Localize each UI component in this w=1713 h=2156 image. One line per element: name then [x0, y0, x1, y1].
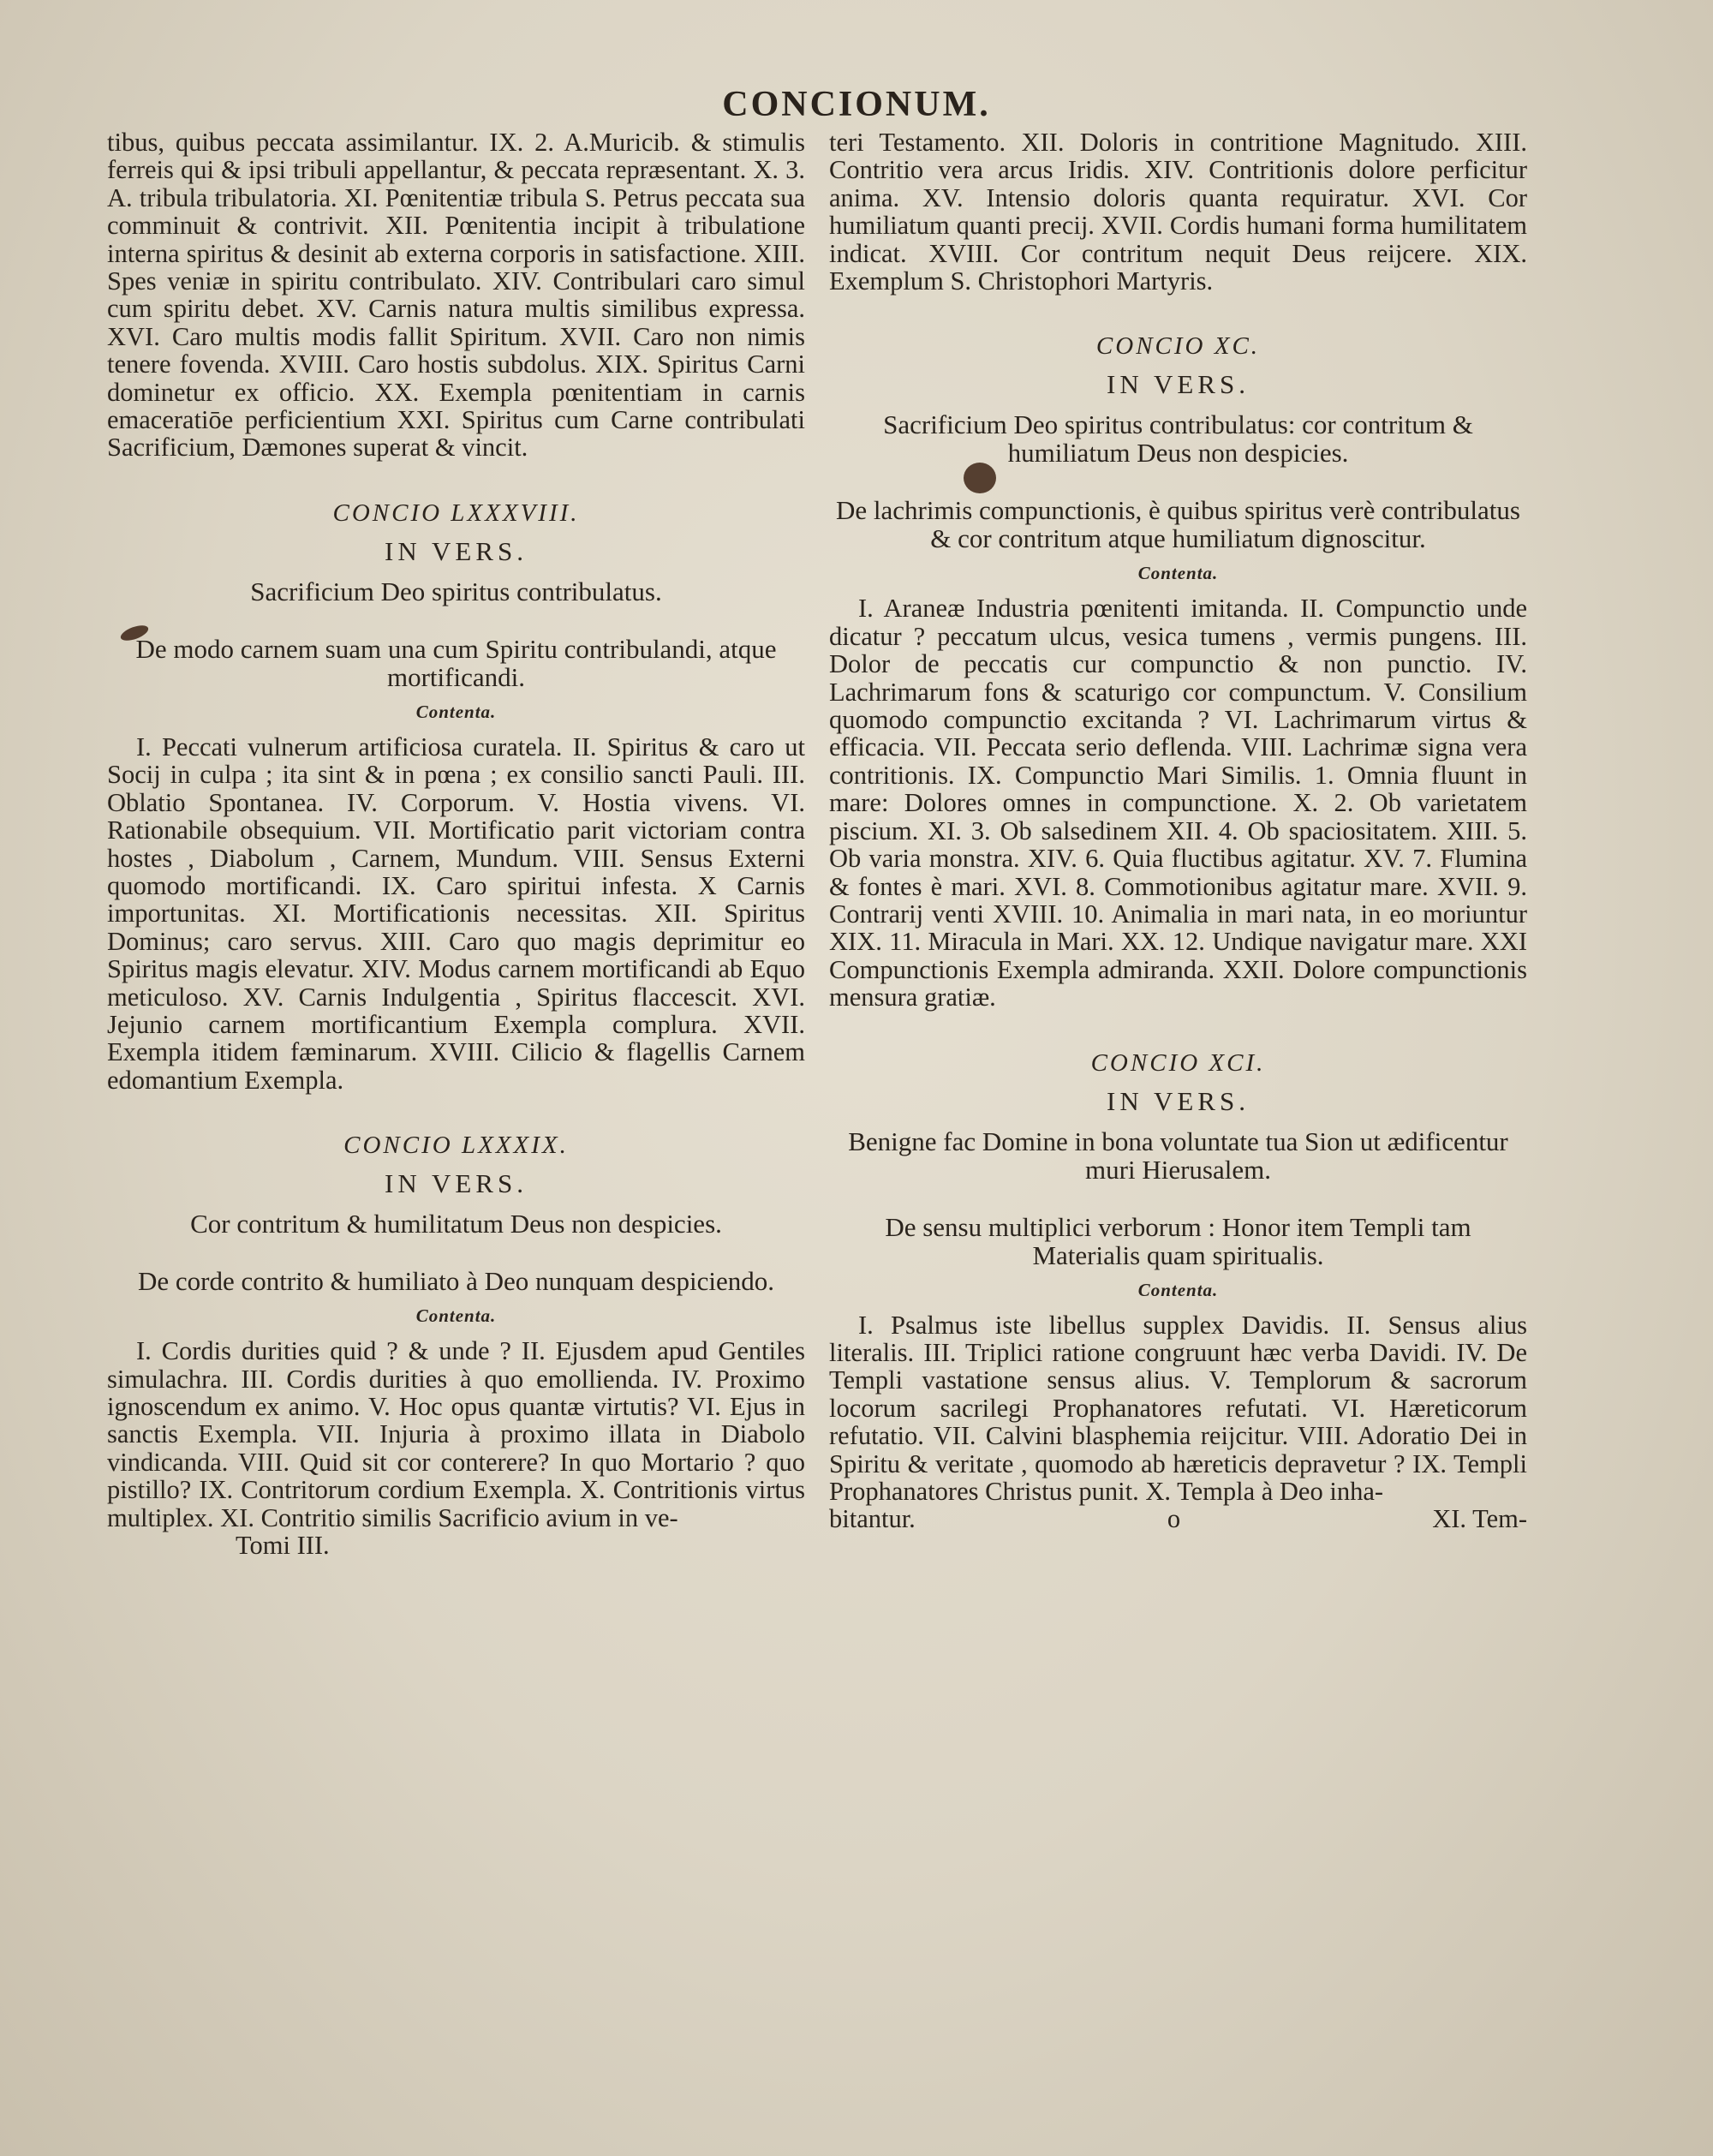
left-column — [107, 128, 805, 1559]
sermon-contents-text: I. Araneæ Industria pœnitenti imitanda. II. Compunctio unde dicatur ? peccatum ulcus, vesica tumens , vermis pungens. III. Dolor de peccatis cur compunctio & non punctio. IV. Lachrimarum fons & scaturigo cor compunctum. V. Consilium quomodo compunctio excitanda ? VI. Lachrimarum virtus & efficacia. VII. Peccata serio deflenda. VIII. Lachrimæ signa vera contritionis. IX. Compunctio Mari Similis. 1. Omnia fluunt in mare: Dolores omnes in compunctione. X. 2. Ob varietatem piscium. XI. 3. Ob salsedinem XII. 4. Ob spaciositatem. XIII. 5. Ob varia monstra. XIV. 6. Quia fluctibus agitatur. XV. 7. Flumina & fontes è mari. XVI. 8. Commotionibus agitatur mare. XVII. 9. Contrarij venti XVIII. 10. Animalia in mari nata, in eo moriuntur XIX. 11. Miracula in Mari. XX. 12. Undique navigatur mare. XXI Compunctionis Exempla admiranda. XXII. Dolore compunctionis mensura gratiæ. — [829, 594, 1527, 1012]
sermon-contents-text: I. Peccati vulnerum artificiosa curatela. II. Spiritus & caro ut Socij in culpa ; ita sint & in pœna ; ex consilio sancti Pauli. III. Oblatio Spontanea. IV. Corporum. V. Hostia vivens. VI. Rationabile obsequium. VII. Mortificatio parit victoriam contra hostes , Diabolum , Carnem, Mundum. VIII. Sensus Externi quomodo mortificandi. IX. Caro spiritui infesta. X Carnis importunitas. XI. Mortificationis necessitas. XII. Spiritus Dominus; caro servus. XIII. Caro quo magis deprimitur eo Spiritus magis elevatur. XIV. Modus carnem mortificandi ab Equo meticuloso. XV. Carnis Indulgentia , Spiritus flaccescit. XVI. Jejunio carnem mortificantium Exempla complura. XVII. Exempla itidem fæminarum. XVIII. Cilicio & flagellis Carnem edomantium Exempla. — [107, 732, 805, 1095]
left-intro-text: tibus, quibus peccata assimilantur. IX. 2. A.Muricib. & stimulis ferreis qui & ipsi tribuli appellantur, & peccata repræsentant. X. 3. A. tribula tribulatoria. XI. Pœnitentiæ tribula S. Petrus peccata sua comminuit & contrivit. XII. Pœnitentia incipit à tribulatione interna spiritus & desinit ab externa corporis in satisfactione. XIII. Spes veniæ in spiritu contribulato. XIV. Contribulari caro simul cum spiritu debet. XV. Carnis natura multis similibus expressa. XVI. Caro multis modis fallit Spiritum. XVII. Caro non nimis tenere fovenda. XVIII. Caro hostis subdolus. XIX. Spiritus Carni dominetur ex officio. XX. Exempla pœnitentiam in carnis emaceratiōe perficientium XXI. Spiritus cum Carne contribulati Sacrificium, Dæmones superat & vincit. — [107, 128, 805, 463]
in-vers-label: IN VERS. — [385, 1168, 528, 1199]
sermon-topic: De lachrimis compunctionis, è quibus spiritus verè contribulatus & cor contritum atque humiliatum dignoscitur. — [836, 495, 1520, 554]
contenta-label: Contenta. — [415, 701, 497, 722]
scripture-verse: Sacrificium Deo spiritus contribulatus. — [250, 576, 662, 606]
catchword: XI. Tem- — [1432, 1504, 1527, 1534]
signature-mark: Tomi III. — [236, 1531, 330, 1560]
in-vers-label: IN VERS. — [1107, 1085, 1250, 1116]
running-head: CONCIONUM. — [722, 85, 991, 124]
last-line-start: bitantur. — [829, 1504, 916, 1534]
contenta-label: Contenta. — [1137, 1279, 1219, 1300]
sermon-contents-text: I. Cordis durities quid ? & unde ? II. Ejusdem apud Gentiles simulachra. III. Cordis durities à quo emollienda. IV. Proximo ignoscendum ex animo. V. Hoc opus quantæ virtutis? VI. Ejus in sanctis Exempla. VII. Injuria à proximo illata in Diabolo vindicanda. VIII. Quid sit cor conterere? In quo Mortario ? quo pistillo? IX. Contritorum cordium Exempla. X. Contritionis virtus multiplex. XI. Contritio similis Sacrificio avium in ve- — [107, 1336, 805, 1532]
page-footer-line — [829, 1505, 1527, 1532]
sermon-topic: De modo carnem suam una cum Spiritu contribulandi, atque mortificandi. — [135, 633, 777, 692]
right-column — [829, 128, 1527, 1533]
in-vers-label: IN VERS. — [385, 535, 528, 566]
sermon-heading-xc: CONCIO XC. — [1095, 332, 1261, 361]
signature-mark: o — [1167, 1504, 1181, 1534]
sermon-topic: De sensu multiplici verborum : Honor item Templi tam Materialis quam spiritualis. — [885, 1211, 1471, 1270]
in-vers-label: IN VERS. — [1107, 369, 1250, 400]
scripture-verse: Benigne fac Domine in bona voluntate tua Sion ut ædificentur muri Hierusalem. — [848, 1126, 1508, 1185]
contenta-label: Contenta. — [1137, 563, 1219, 584]
sermon-contents-text: I. Psalmus iste libellus supplex Davidis. II. Sensus alius literalis. III. Triplici ratione congruunt hæc verba Davidi. IV. De Templi vastatione sensus alius. V. Templorum & sacrorum locorum sacrilegi Prophanatores refutati. VI. Hæreticorum refutatio. VII. Calvini blasphemia reijcitur. VIII. Adoratio Dei in Spiritu & veritate , quomodo ab hæreticis depravetur ? IX. Templi Prophanatores Christus punit. X. Templa à Deo inha- — [829, 1310, 1527, 1506]
scripture-verse: Cor contritum & humilitatum Deus non despicies. — [190, 1209, 722, 1239]
sermon-topic: De corde contrito & humiliato à Deo nunquam despiciendo. — [138, 1266, 774, 1297]
scripture-verse: Sacrificium Deo spiritus contribulatus: cor contritum & humiliatum Deus non despicies. — [883, 409, 1473, 469]
sermon-heading-xci: CONCIO XCI. — [1090, 1048, 1266, 1077]
contenta-label: Contenta. — [415, 1305, 497, 1327]
sermon-heading-lxxxix: CONCIO LXXXIX. — [343, 1132, 569, 1160]
ink-stain — [964, 463, 996, 493]
right-intro-text: teri Testamento. XII. Doloris in contritione Magnitudo. XIII. Contritio vera arcus Iridis. XIV. Contritionis dolore perficitur anima. XV. Intensio doloris quanta requiratur. XVI. Cor humiliatum quanti precij. XVII. Cordis humani forma humilitatem indicat. XVIII. Cor contritum nequit Deus reijcere. XIX. Exemplum S. Christophori Martyris. — [829, 128, 1527, 296]
sermon-heading-lxxxviii: CONCIO LXXXVIII. — [332, 499, 580, 527]
